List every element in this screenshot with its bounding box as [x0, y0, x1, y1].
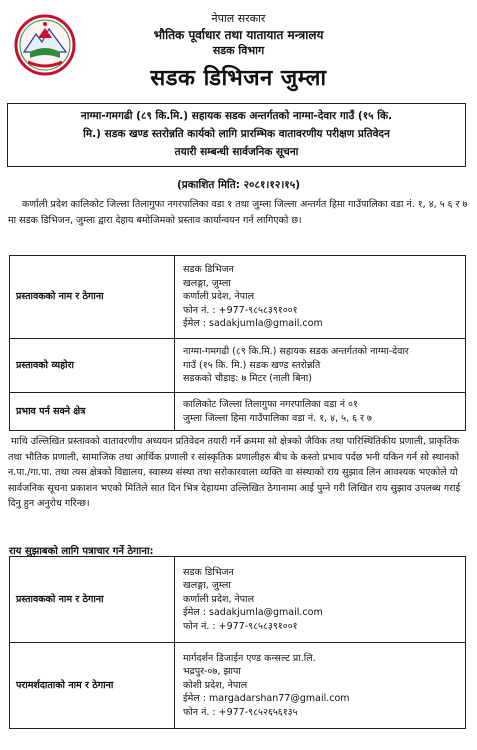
row-label: प्रस्तावकको नाम र ठेगाना: [10, 256, 175, 339]
value-line: जुम्ला जिल्ला हिमा गाउँपालिका वडा नं. १, ४, ५, ६ र ७: [183, 412, 372, 424]
row-label: परामर्शदाताको नाम र ठेगाना: [10, 643, 175, 729]
value-line: ईमेल : sadakjumla@gmail.com: [183, 607, 323, 619]
value-line: गाउँ (१५ कि. मि.) सडक खण्ड स्तरोन्नति: [183, 359, 321, 371]
row-value: [175, 557, 466, 643]
government-name: नेपाल सरकार: [211, 12, 266, 25]
notice-title-banner: [7, 103, 466, 167]
row-value: [175, 339, 466, 393]
value-line: ईमेल : sadakjumla@gmail.com: [183, 318, 323, 330]
value-line: कोशी प्रदेश, नेपाल: [183, 679, 248, 691]
row-label: प्रस्तावको व्यहोरा: [10, 339, 175, 393]
table-row: [10, 643, 466, 729]
header: [0, 0, 477, 100]
value-line: फोन नं. : +977-९८५८३९१००१: [183, 304, 298, 316]
row-value: [175, 393, 466, 431]
row-value: [175, 643, 466, 729]
row-label: प्रस्तावकको नाम र ठेगाना: [10, 557, 175, 643]
published-date: (प्रकाशित मिति: २०८१।१२।१५): [176, 179, 301, 191]
department-name: सडक विभाग: [212, 44, 265, 57]
value-line: भद्रपुर-०७, झापा: [183, 666, 241, 678]
address-table: [9, 556, 466, 729]
ministry-name: भौतिक पूर्वाधार तथा यातायात मन्त्रालय: [153, 28, 324, 42]
value-line: सडक डिभिजन: [183, 264, 234, 276]
table-row: [10, 256, 466, 339]
value-line: फोन नं. : +977-९८५२६५६१३५: [183, 706, 298, 718]
address-heading: राय सुझाबको लागि पत्राचार गर्ने ठेगाना:: [9, 546, 154, 557]
notice-title-line: नाग्मा-गमगढी (८९ कि.मि.) सहायक सडक अन्तर्गतको नाग्मा-देवार गाउँ (१५ कि.: [80, 110, 393, 122]
intro-paragraph: कर्णाली प्रदेश कालिकोट जिल्ला तिलागुफा नगरपालिका वडा १ तथा जुम्ला जिल्ला अन्तर्गत हिमा गाउँपालिका वडा नं. १, ४, ५ ६ र ७ मा सडक डिभिजन, जुम्ला द्वारा देहाय बमोजिमको प्रस्ताव कार्यान्वयन गर्न लागिएको छ।: [8, 199, 468, 226]
value-line: कर्णाली प्रदेश, नेपाल: [183, 593, 255, 605]
value-line: ईमेल : margadarshan77@gmail.com: [183, 693, 350, 705]
value-line: कर्णाली प्रदेश, नेपाल: [183, 291, 255, 303]
notice-title-line: तयारी सम्बन्धी सार्वजनिक सूचना: [174, 146, 299, 158]
value-line: खलङ्गा, जुम्ला: [183, 277, 231, 289]
value-line: नाग्मा-गमगढी (८९ कि.मि.) सहायक सडक अन्तर्गतको नाग्मा-देवार: [183, 346, 409, 358]
value-line: फोन नं. : +977-९८५८३९१००१: [183, 620, 298, 632]
value-line: सडकको चौडाइ: ७ मिटर (नाली बिना): [183, 373, 312, 385]
body-paragraph: माथि उल्लिखित प्रस्तावको वातावरणीय अध्ययन प्रतिवेदन तयारी गर्ने क्रममा सो क्षेत्रको जैविक तथा पारिस्थितिकीय प्रणाली, प्राकृतिक तथा भौतिक प्रणाली, सामाजिक तथा आर्थिक प्रणाली र सांस्कृतिक प्रणालीहरु बीच के कस्तो प्रभाव पर्दछ भनी यकिन गर्न सो स्थानको न.पा./गा.पा. तथा त्यस क्षेत्रको विद्यालय, स्वास्थ्य संस्था तथा सरोकारवाला व्यक्ति वा संस्थाको राय सुझाव लिन आवश्यक भएकोले यो सार्वजनिक सूचना प्रकाशन भएको मितिले सात दिन भित्र देहायमा उल्लिखित ठेगानामा आई पुग्ने गरी लिखित राय सुझाव उपलब्ध गराई दिनु हुन अनुरोध गरिन्छ।: [8, 436, 461, 510]
value-line: मार्गदर्शन डिजाईन एण्ड कन्सल्ट प्रा.लि.: [183, 652, 316, 664]
office-name: सडक डिभिजन जुम्ला: [150, 66, 327, 91]
row-value: [175, 256, 466, 339]
table-row: [10, 557, 466, 643]
value-line: सडक डिभिजन: [183, 566, 234, 578]
table-row: [10, 339, 466, 393]
value-line: खलङ्गा, जुम्ला: [183, 580, 231, 592]
row-label: प्रभाव पर्न सक्ने क्षेत्र: [10, 393, 175, 431]
table-row: [10, 393, 466, 431]
value-line: कालिकोट जिल्ला तिलागुफा नगरपालिका वडा नं ०१: [183, 398, 358, 410]
proposal-table: [9, 255, 466, 431]
notice-title-line: मि.) सडक खण्ड स्तरोन्नति कार्यको लागि प्रारम्भिक वातावरणीय परीक्षण प्रतिवेदन: [83, 128, 390, 140]
